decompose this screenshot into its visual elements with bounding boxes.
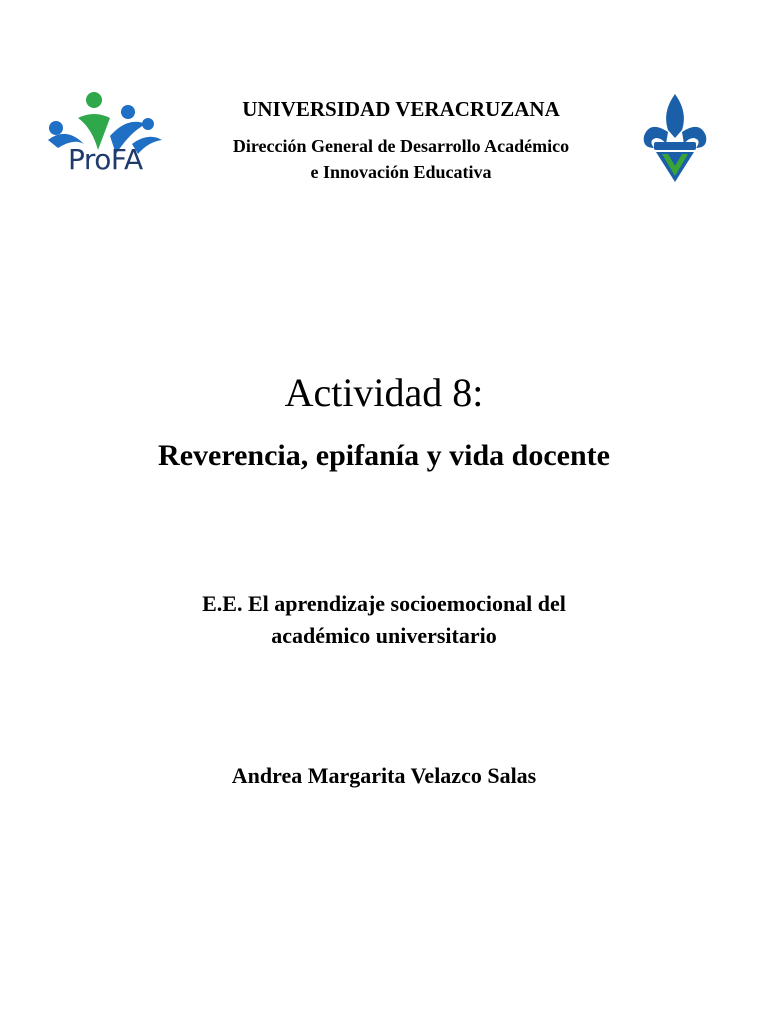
course-name — [0, 588, 768, 652]
direction-line-2: e Innovación Educativa — [310, 162, 492, 182]
direction-name — [170, 133, 632, 185]
profa-wordmark: ProFA — [68, 143, 143, 176]
course-line-1: E.E. El aprendizaje socioemocional del — [202, 591, 566, 616]
university-name: UNIVERSIDAD VERACRUZANA — [242, 97, 560, 121]
activity-title: Actividad 8: — [284, 370, 484, 415]
uv-emblem — [640, 90, 710, 186]
profa-logo — [44, 88, 166, 188]
institution-header — [170, 95, 632, 185]
fleur-de-lis-icon — [640, 90, 710, 186]
direction-line-1: Dirección General de Desarrollo Académico — [232, 136, 570, 156]
activity-subtitle: Reverencia, epifanía y vida docente — [158, 439, 610, 472]
course-line-2: académico universitario — [271, 623, 497, 648]
author-name: Andrea Margarita Velazco Salas — [231, 763, 537, 788]
